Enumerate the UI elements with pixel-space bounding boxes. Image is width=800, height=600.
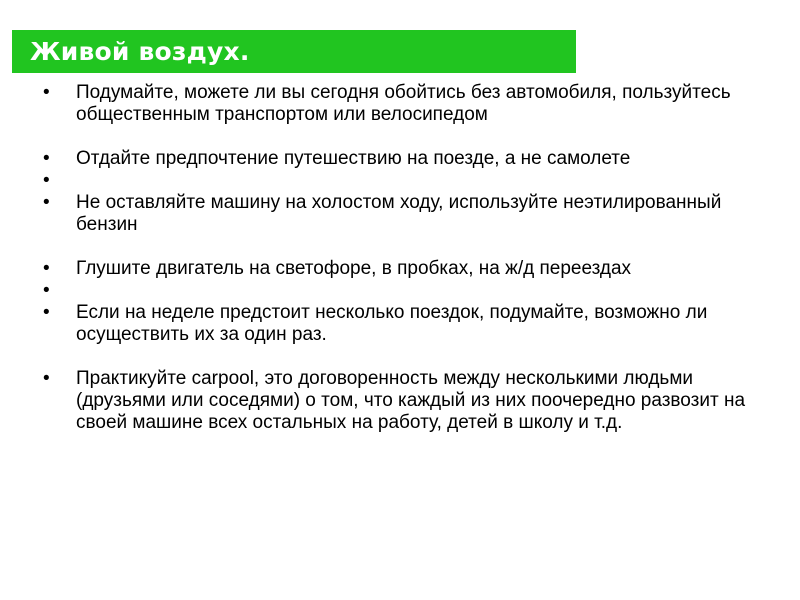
bullet-marker: • xyxy=(43,82,50,103)
bullet-item xyxy=(40,82,760,126)
bullet-item xyxy=(40,368,760,434)
bullet-marker: • xyxy=(43,302,50,323)
bullet-item xyxy=(40,302,760,346)
bullet-text: Отдайте предпочтение путешествию на поезде, а не самолете xyxy=(76,148,631,169)
bullet-text: Глушите двигатель на светофоре, в пробках, на ж/д переездах xyxy=(76,258,632,279)
bullet-text xyxy=(76,280,760,302)
bullet-item xyxy=(40,170,760,192)
bullet-marker: • xyxy=(43,280,50,301)
bullet-item xyxy=(40,280,760,302)
bullet-text: Не оставляйте машину на холостом ходу, используйте неэтилированный бензин xyxy=(76,192,722,235)
title-bar xyxy=(12,30,576,73)
bullet-marker: • xyxy=(43,148,50,169)
bullet-list xyxy=(40,82,760,434)
bullet-marker: • xyxy=(43,170,50,191)
bullet-text: Подумайте, можете ли вы сегодня обойтись без автомобиля, пользуйтесь общественным транспортом или велосипедом xyxy=(76,82,731,125)
slide-title: Живой воздух. xyxy=(30,37,250,66)
bullet-item xyxy=(40,192,760,236)
bullet-item xyxy=(40,258,760,280)
bullet-text xyxy=(76,170,760,192)
bullet-marker: • xyxy=(43,192,50,213)
bullet-marker: • xyxy=(43,258,50,279)
bullet-text: Если на неделе предстоит несколько поездок, подумайте, возможно ли осуществить их за один раз. xyxy=(76,302,708,345)
bullet-item xyxy=(40,148,760,170)
bullet-marker: • xyxy=(43,368,50,389)
bullet-text: Практикуйте carpool, это договоренность между несколькими людьми (друзьями или соседями) о том, что каждый из них поочередно развозит на своей машине всех остальных на работу, детей в школу и т.д. xyxy=(76,368,746,433)
